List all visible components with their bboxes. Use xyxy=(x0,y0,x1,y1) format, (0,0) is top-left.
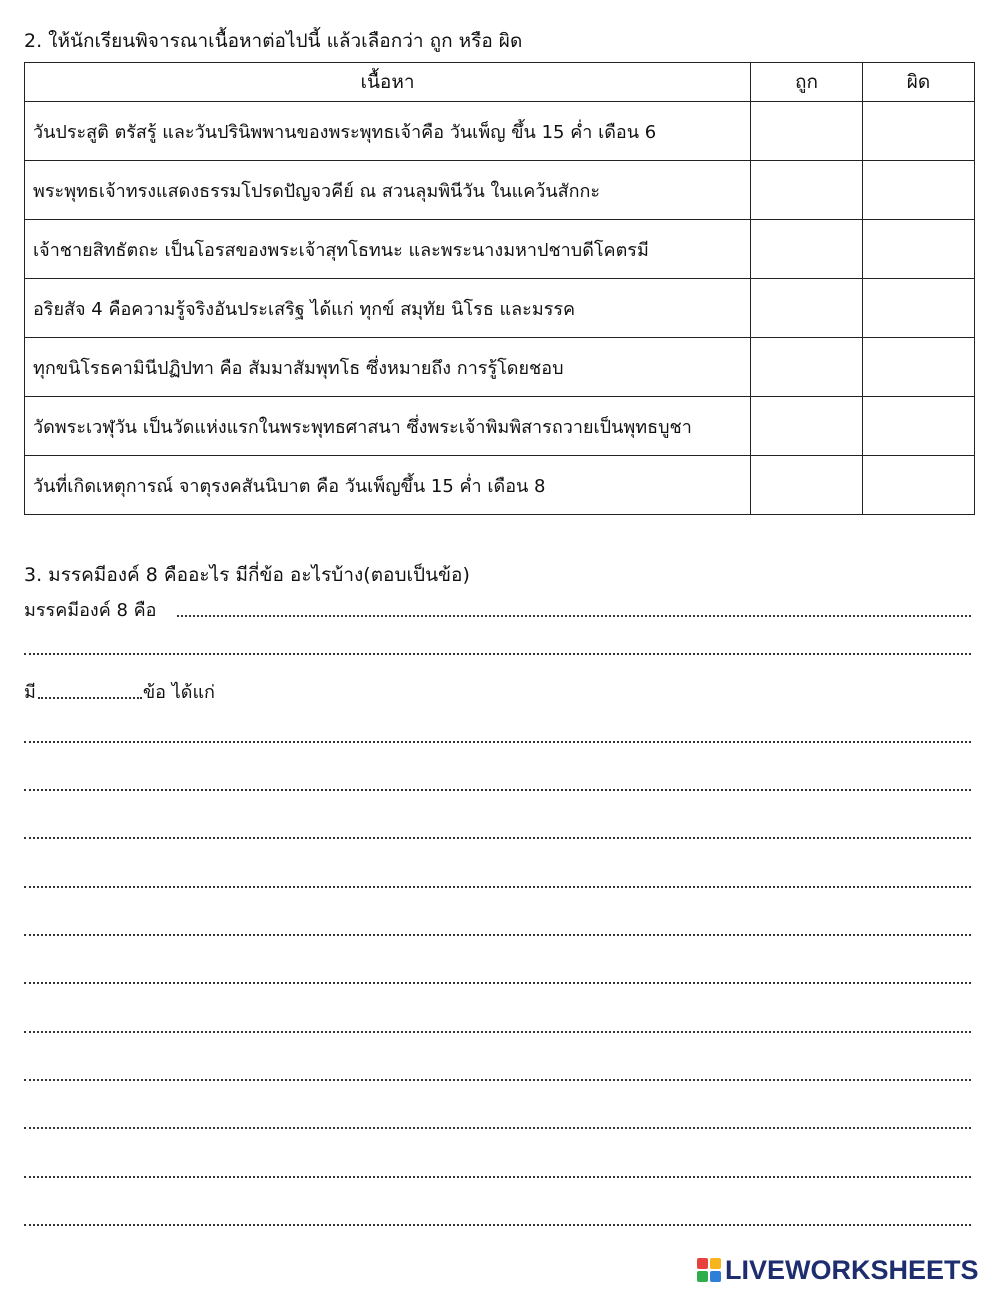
definition-label: มรรคมีองค์ 8 คือ xyxy=(24,600,157,621)
liveworksheets-logo xyxy=(697,1254,979,1286)
answer-false-cell[interactable] xyxy=(863,220,975,279)
answer-false-cell[interactable] xyxy=(863,279,975,338)
answer-false-cell[interactable] xyxy=(863,161,975,220)
statement-cell: อริยสัจ 4 คือความรู้จริงอันประเสริฐ ได้แก่ ทุกข์ สมุทัย นิโรธ และมรรค xyxy=(25,279,751,338)
liveworksheets-logo-icon xyxy=(697,1258,721,1282)
definition-input[interactable] xyxy=(177,615,972,617)
answer-line[interactable] xyxy=(24,982,971,984)
count-input[interactable] xyxy=(38,697,142,699)
answer-line[interactable] xyxy=(24,1127,971,1129)
answer-true-cell[interactable] xyxy=(751,220,863,279)
answer-true-cell[interactable] xyxy=(751,102,863,161)
header-true: ถูก xyxy=(751,63,863,102)
count-prefix: มี xyxy=(24,682,36,703)
answer-line-count xyxy=(24,682,971,704)
statement-cell: พระพุทธเจ้าทรงแสดงธรรมโปรดปัญจวคีย์ ณ สวนลุมพินีวัน ในแคว้นสักกะ xyxy=(25,161,751,220)
table-row xyxy=(25,220,975,279)
table-row xyxy=(25,397,975,456)
statement-cell: วัดพระเวฬุวัน เป็นวัดแห่งแรกในพระพุทธศาสนา ซึ่งพระเจ้าพิมพิสารถวายเป็นพุทธบูชา xyxy=(25,397,751,456)
answer-line[interactable] xyxy=(24,1176,971,1178)
header-false: ผิด xyxy=(863,63,975,102)
question-3-title: 3. มรรคมีองค์ 8 คืออะไร มีกี่ข้อ อะไรบ้าง(ตอบเป็นข้อ) xyxy=(24,564,470,586)
answer-line[interactable] xyxy=(24,653,971,655)
table-row xyxy=(25,456,975,515)
table-row xyxy=(25,161,975,220)
answer-line[interactable] xyxy=(24,1224,971,1226)
header-content: เนื้อหา xyxy=(25,63,751,102)
answer-line[interactable] xyxy=(24,886,971,888)
answer-line[interactable] xyxy=(24,934,971,936)
table-row xyxy=(25,338,975,397)
answer-false-cell[interactable] xyxy=(863,456,975,515)
answer-false-cell[interactable] xyxy=(863,338,975,397)
answer-false-cell[interactable] xyxy=(863,102,975,161)
answer-line[interactable] xyxy=(24,741,971,743)
brand-name: LIVEWORKSHEETS xyxy=(725,1254,979,1285)
logo-square-green xyxy=(697,1271,708,1282)
table-row xyxy=(25,279,975,338)
true-false-table xyxy=(24,62,975,515)
table-row xyxy=(25,102,975,161)
logo-square-blue xyxy=(710,1271,721,1282)
answer-true-cell[interactable] xyxy=(751,161,863,220)
answer-true-cell[interactable] xyxy=(751,456,863,515)
logo-square-red xyxy=(697,1258,708,1269)
answer-true-cell[interactable] xyxy=(751,279,863,338)
statement-cell: เจ้าชายสิทธัตถะ เป็นโอรสของพระเจ้าสุทโธทนะ และพระนางมหาปชาบดีโคตรมี xyxy=(25,220,751,279)
statement-cell: ทุกขนิโรธคามินีปฏิปทา คือ สัมมาสัมพุทโธ ซึ่งหมายถึง การรู้โดยชอบ xyxy=(25,338,751,397)
answer-line[interactable] xyxy=(24,837,971,839)
statement-cell: วันประสูติ ตรัสรู้ และวันปรินิพพานของพระพุทธเจ้าคือ วันเพ็ญ ขึ้น 15 ค่ำ เดือน 6 xyxy=(25,102,751,161)
answer-line[interactable] xyxy=(24,789,971,791)
answer-true-cell[interactable] xyxy=(751,397,863,456)
answer-true-cell[interactable] xyxy=(751,338,863,397)
answer-false-cell[interactable] xyxy=(863,397,975,456)
answer-line[interactable] xyxy=(24,1079,971,1081)
count-suffix: ข้อ ได้แก่ xyxy=(142,682,215,703)
statement-cell: วันที่เกิดเหตุการณ์ จาตุรงคสันนิบาต คือ วันเพ็ญขึ้น 15 ค่ำ เดือน 8 xyxy=(25,456,751,515)
table-header-row xyxy=(25,63,975,102)
answer-line[interactable] xyxy=(24,1031,971,1033)
question-2-title: 2. ให้นักเรียนพิจารณาเนื้อหาต่อไปนี้ แล้วเลือกว่า ถูก หรือ ผิด xyxy=(24,30,523,52)
logo-square-yellow xyxy=(710,1258,721,1269)
answer-line-definition xyxy=(24,600,971,622)
